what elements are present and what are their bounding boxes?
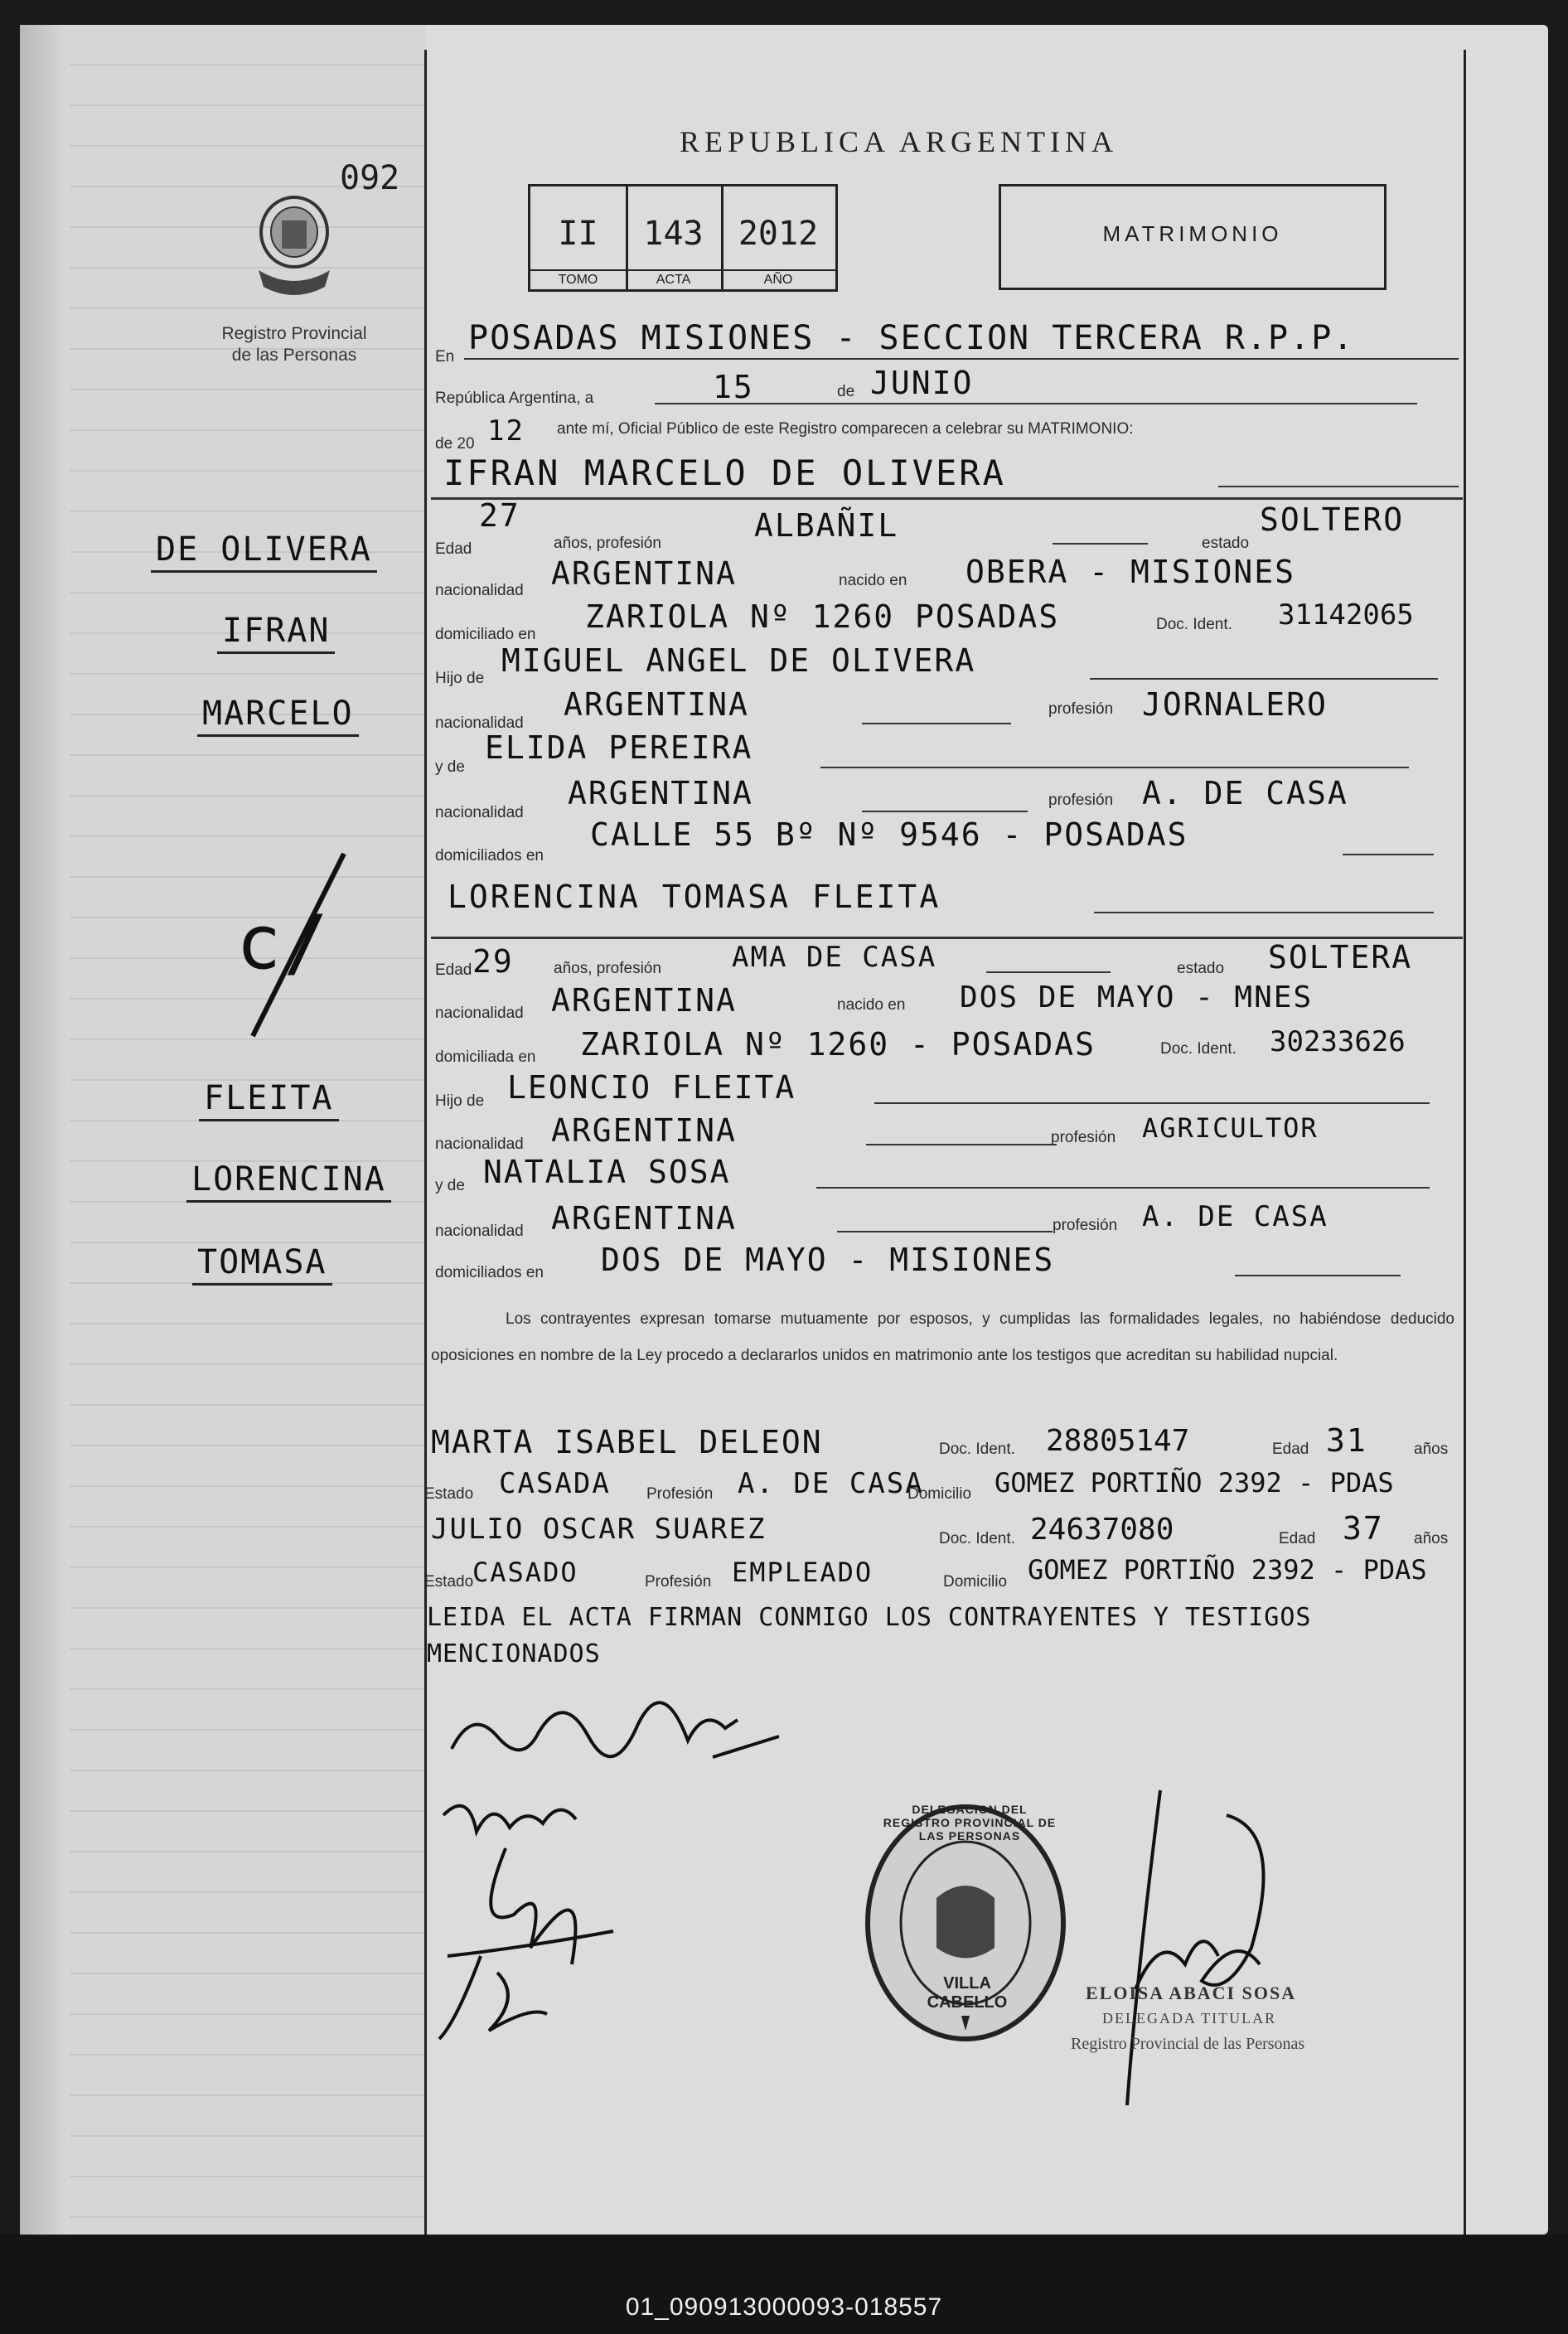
provincial-emblem-icon [250,189,338,303]
bride-edad-label: Edad [435,961,472,979]
bride-mother-nationality: ARGENTINA [551,1200,737,1237]
official-office: Registro Provincial de las Personas [1071,2035,1305,2053]
page-number: 092 [340,159,400,197]
witness-1-age: 31 [1326,1422,1367,1459]
bride-profesion-label: años, profesión [554,960,661,977]
stamp-ring-text: DELEGACION DEL REGISTRO PROVINCIAL DE LAS PERSONAS [883,1803,1057,1843]
signature-3 [423,1832,622,2047]
bride-status: SOLTERA [1268,939,1413,976]
groom-father-profession: JORNALERO [1142,686,1328,723]
tomo-label: TOMO [530,269,626,289]
groom-age: 27 [479,497,520,534]
bride-mother-profesion-label: profesión [1053,1217,1118,1234]
bride-birthplace: DOS DE MAYO - MNES [960,981,1314,1014]
anio-cell [721,186,835,289]
witness-2-domicile: GOMEZ PORTIÑO 2392 - PDAS [1028,1554,1427,1586]
tomo-cell [530,186,628,289]
book-spine [20,25,70,2235]
place: POSADAS MISIONES - SECCION TERCERA R.P.P. [468,319,1355,357]
witness-1-edad-label: Edad [1272,1441,1309,1458]
witness-1-domicilio-label: Domicilio [907,1485,972,1503]
witness-2-profesion-label: Profesión [645,1573,712,1591]
groom-father-nationality: ARGENTINA [564,686,749,723]
right-border [1464,50,1466,2235]
bride-nacionalidad-label: nacionalidad [435,1005,524,1022]
groom-mother-profession: A. DE CASA [1142,775,1348,811]
page-title: REPUBLICA ARGENTINA [680,125,1119,158]
day: 15 [713,369,754,405]
groom-profession: ALBAÑIL [754,507,899,544]
bride-parents-address: DOS DE MAYO - MISIONES [601,1242,1055,1278]
act-type-box [999,184,1387,290]
groom-address: ZARIOLA Nº 1260 POSADAS [585,598,1060,635]
month: JUNIO [870,365,974,401]
declaration-text: Los contrayentes expresan tomarse mutuamente por esposos, y cumplidas las formalidades legales, no habiéndose deducido oposiciones en nombre de la Ley procedo a declararlos unidos en matrimonio ante los testigos que acreditan su habilidad nupcial. [431,1310,1454,1364]
margin-bride-given2: TOMASA [192,1243,332,1286]
bride-mother: NATALIA SOSA [483,1154,731,1190]
witness-1-estado-label: Estado [424,1485,474,1503]
groom-profesion-label: años, profesión [554,535,661,552]
anio-value: 2012 [738,215,819,253]
groom-parents-address: CALLE 55 Bº Nº 9546 - POSADAS [590,816,1188,853]
official-role: DELEGADA TITULAR [1102,2010,1277,2027]
acta-label: ACTA [626,269,721,289]
margin-groom-surname: DE OLIVERA [151,530,377,573]
act-type: MATRIMONIO [1102,221,1283,246]
bride-estado-label: estado [1177,960,1225,977]
signature-1 [439,1658,787,1782]
margin-groom-given2: MARCELO [197,695,359,737]
groom-doc-label: Doc. Ident. [1156,616,1232,633]
bride-nationality: ARGENTINA [551,982,737,1019]
bride-parents-domicile-label: domiciliados en [435,1264,544,1281]
margin-groom-given1: IFRAN [217,612,335,654]
margin-bride-given1: LORENCINA [186,1160,391,1203]
bride-name: LORENCINA TOMASA FLEITA [448,879,941,915]
groom-father-profesion-label: profesión [1048,700,1114,718]
republic-label: República Argentina, a [435,390,594,407]
year-prefix: de 20 [435,435,475,453]
witness-1-estado: CASADA [499,1467,611,1500]
year-suffix: 12 [487,414,525,448]
groom-father: MIGUEL ANGEL DE OLIVERA [501,642,976,679]
bride-mother-profession: A. DE CASA [1142,1200,1328,1233]
groom-nationality: ARGENTINA [551,555,737,592]
groom-yde-label: y de [435,758,465,776]
bride-address: ZARIOLA Nº 1260 - POSADAS [580,1026,1096,1063]
en-label: En [435,348,455,366]
witness-2-doc-label: Doc. Ident. [939,1530,1015,1547]
witness-1-name: MARTA ISABEL DELEON [431,1424,823,1460]
witness-2-domicilio-label: Domicilio [943,1573,1008,1591]
groom-mother-profesion-label: profesión [1048,792,1114,809]
witness-1-anos-label: años [1414,1441,1449,1458]
bride-profession: AMA DE CASA [732,941,937,974]
groom-nacionalidad-label: nacionalidad [435,582,524,599]
groom-hijo-label: Hijo de [435,670,485,687]
witness-2-estado-label: Estado [424,1573,474,1591]
witness-2-profession: EMPLEADO [732,1557,874,1588]
acta-cell [626,186,724,289]
official-name: ELOISA ABACI SOSA [1086,1983,1297,2003]
bride-age: 29 [472,943,514,980]
groom-edad-label: Edad [435,540,472,558]
de-label: de [837,383,855,400]
margin-bride-surname: FLEITA [199,1079,339,1121]
groom-mother: ELIDA PEREIRA [485,729,753,766]
slash-mark [240,845,356,1044]
bride-yde-label: y de [435,1177,465,1194]
registry-label: Registro Provincial de las Personas [221,324,367,365]
witness-1-doc: 28805147 [1046,1424,1190,1458]
groom-mother-nationality: ARGENTINA [568,775,753,811]
tomo-value: II [558,215,598,253]
witness-2-edad-label: Edad [1279,1530,1316,1547]
bride-doc-label: Doc. Ident. [1160,1040,1236,1058]
bride-domicilio-label: domiciliada en [435,1048,536,1066]
closing-text: LEIDA EL ACTA FIRMAN CONMIGO LOS CONTRAYENTES Y TESTIGOS MENCIONADOS [427,1603,1312,1668]
opening-statement: ante mí, Oficial Público de este Registro comparecen a celebrar su MATRIMONIO: [557,420,1134,438]
bride-father-nac-label: nacionalidad [435,1136,524,1153]
groom-parents-domicile-label: domiciliados en [435,847,544,864]
groom-father-nac-label: nacionalidad [435,714,524,732]
document-id: 01_090913000093-018557 [625,2293,943,2321]
groom-birthplace: OBERA - MISIONES [965,554,1296,590]
bride-father-profesion-label: profesión [1051,1129,1116,1146]
official-signature [1102,1782,1318,2114]
groom-doc: 31142065 [1278,598,1414,632]
bride-doc: 30233626 [1270,1025,1406,1058]
bride-father-profession: AGRICULTOR [1142,1112,1319,1144]
acta-value: 143 [643,215,704,253]
witness-2-name: JULIO OSCAR SUAREZ [431,1513,767,1546]
witness-1-profession: A. DE CASA [738,1467,924,1500]
groom-name: IFRAN MARCELO DE OLIVERA [443,453,1006,493]
groom-estado-label: estado [1202,535,1250,552]
volume-box [528,184,838,292]
bride-father-nationality: ARGENTINA [551,1112,737,1149]
bride-hijo-label: Hijo de [435,1092,485,1110]
witness-1-profesion-label: Profesión [646,1485,714,1503]
groom-nacido-label: nacido en [839,572,907,589]
groom-mother-nac-label: nacionalidad [435,804,524,821]
bride-mother-nac-label: nacionalidad [435,1223,524,1240]
witness-2-estado: CASADO [472,1557,578,1588]
witness-1-doc-label: Doc. Ident. [939,1441,1015,1458]
margin-connector: c/ [236,899,332,986]
witness-2-age: 37 [1343,1510,1384,1547]
groom-status: SOLTERO [1260,501,1405,538]
anio-label: AÑO [721,269,835,289]
groom-domicilio-label: domiciliado en [435,626,536,643]
witness-1-domicile: GOMEZ PORTIÑO 2392 - PDAS [995,1467,1394,1499]
bride-father: LEONCIO FLEITA [507,1069,796,1106]
witness-2-doc: 24637080 [1030,1513,1174,1547]
stamp-place: VILLA CABELLO [927,1974,1008,2012]
witness-2-anos-label: años [1414,1530,1449,1547]
bride-nacido-label: nacido en [837,996,906,1014]
